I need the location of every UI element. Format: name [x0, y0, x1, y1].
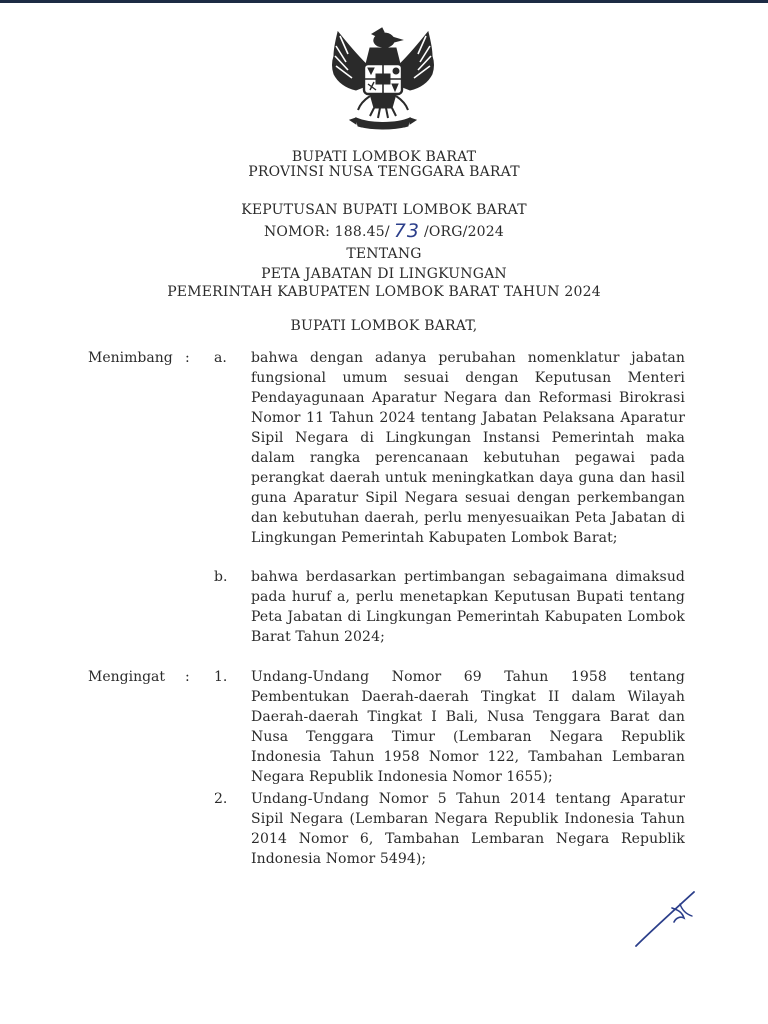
- menimbang-item-b: bahwa berdasarkan pertimbangan sebagaimana dimaksud pada huruf a, perlu menetapkan Keputusan Bupati tentang Peta Jabatan di Lingkungan Pemerintah Kabupaten Lombok Barat Tahun 2024;: [251, 569, 685, 645]
- mengingat-item-1: Undang-Undang Nomor 69 Tahun 1958 tentang Pembentukan Daerah-daerah Tingkat II dalam Wilayah Daerah-daerah Tingkat I Bali, Nusa Tenggara Barat dan Nusa Tenggara Timur (Lembaran Negara Republik Indonesia Tahun 1958 Nomor 122, Tambahan Lembaran Negara Republik Indonesia Nomor 1655);: [251, 669, 685, 785]
- page-top-border: [0, 0, 768, 3]
- garuda-emblem-icon: [326, 24, 440, 132]
- decree-title: KEPUTUSAN BUPATI LOMBOK BARAT: [241, 202, 527, 218]
- decree-number-handwritten: 73: [393, 220, 420, 242]
- menimbang-marker-a: a.: [214, 350, 227, 366]
- menimbang-label: Menimbang: [88, 350, 173, 366]
- handwritten-initial-signature: [632, 888, 702, 952]
- decree-number-suffix: /ORG/2024: [423, 224, 505, 240]
- decree-about: TENTANG: [346, 246, 422, 262]
- decree-issuer: BUPATI LOMBOK BARAT,: [290, 318, 478, 334]
- regent-heading: BUPATI LOMBOK BARAT: [291, 149, 477, 165]
- mengingat-label: Mengingat: [88, 669, 166, 685]
- decree-subject-line2: PEMERINTAH KABUPATEN LOMBOK BARAT TAHUN 2024: [167, 284, 601, 300]
- decree-subject-line1: PETA JABATAN DI LINGKUNGAN: [261, 266, 507, 282]
- mengingat-item-2: Undang-Undang Nomor 5 Tahun 2014 tentang Aparatur Sipil Negara (Lembaran Negara Republik Indonesia Tahun 2014 Nomor 6, Tambahan Lembaran Negara Republik Indonesia Nomor 5494);: [251, 791, 685, 867]
- province-heading: PROVINSI NUSA TENGGARA BARAT: [248, 164, 520, 180]
- decree-number-prefix: NOMOR: 188.45/: [263, 224, 390, 240]
- decree-number: [0, 222, 768, 241]
- menimbang-item-a: bahwa dengan adanya perubahan nomenklatur jabatan fungsional umum sesuai dengan Keputusan Menteri Pendayagunaan Aparatur Negara dan Reformasi Birokrasi Nomor 11 Tahun 2024 tentang Jabatan Pelaksana Aparatur Sipil Negara di Lingkungan Instansi Pemerintah maka dalam rangka perencanaan kebutuhan pegawai pada perangkat daerah untuk meningkatkan daya guna dan hasil guna Aparatur Sipil Negara sesuai dengan perkembangan dan kebutuhan daerah, perlu menyesuaikan Peta Jabatan di Lingkungan Pemerintah Kabupaten Lombok Barat;: [251, 350, 685, 546]
- mengingat-marker-2: 2.: [214, 791, 228, 807]
- menimbang-marker-b: b.: [214, 569, 228, 585]
- mengingat-colon: :: [185, 669, 190, 685]
- menimbang-colon: :: [185, 350, 190, 366]
- mengingat-marker-1: 1.: [214, 669, 228, 685]
